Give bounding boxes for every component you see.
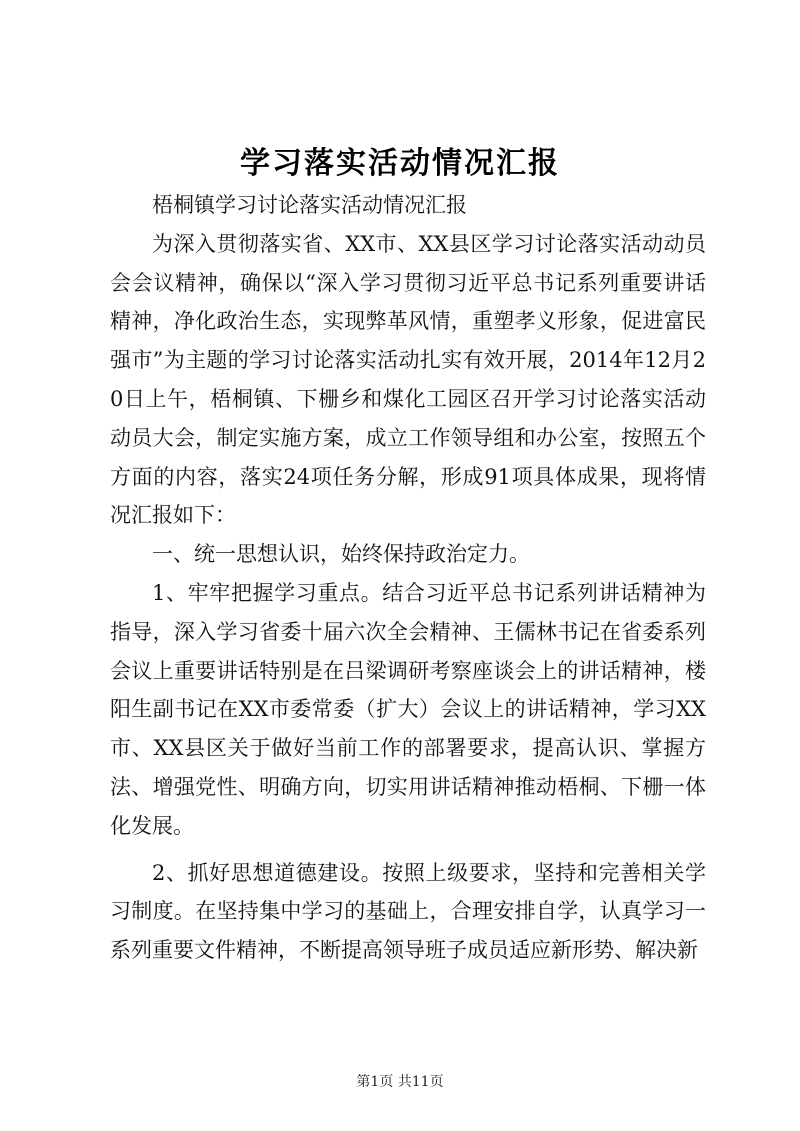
section-heading-1: 一、统一思想认识，始终保持政治定力。 (152, 542, 530, 567)
subtitle-paragraph: 梧桐镇学习讨论落实活动情况汇报 (152, 193, 467, 217)
document-title: 学习落实活动情况汇报 (240, 146, 560, 181)
intro-paragraph: 为深入贯彻落实省、XX市、XX县区学习讨论落实活动动员会会议精神，确保以“深入学习贯彻习近平总书记系列重要讲话精神，净化政治生态，实现弊革风情，重塑孝义形象，促进富民强市”为主题的学习讨论落实活动扎实有效开展，2014年12月20日上午，梧桐镇、下栅乡和煤化工园区召开学习讨论落实活动动员大会，制定实施方案，成立工作领导组和办公室，按照五个方面的内容，落实24项任务分解，形成91项具体成果，现将情况汇报如下： (110, 231, 706, 528)
document-body (110, 186, 706, 970)
page-number-footer: 第1页 共11页 (356, 1074, 444, 1090)
body-paragraph-1: 1、牢牢把握学习重点。结合习近平总书记系列讲话精神为指导，深入学习省委十届六次全会精神、王儒林书记在省委系列会议上重要讲话特别是在吕梁调研考察座谈会上的讲话精神，楼阳生副书记在XX市委常委（扩大）会议上的讲话精神，学习XX市、XX县区关于做好当前工作的部署要求，提高认识、掌握方法、增强党性、明确方向，切实用讲话精神推动梧桐、下栅一体化发展。 (110, 580, 706, 838)
body-paragraph-2: 2、抓好思想道德建设。按照上级要求，坚持和完善相关学习制度。在坚持集中学习的基础上，合理安排自学，认真学习一系列重要文件精神，不断提高领导班子成员适应新形势、解决新 (110, 860, 706, 963)
